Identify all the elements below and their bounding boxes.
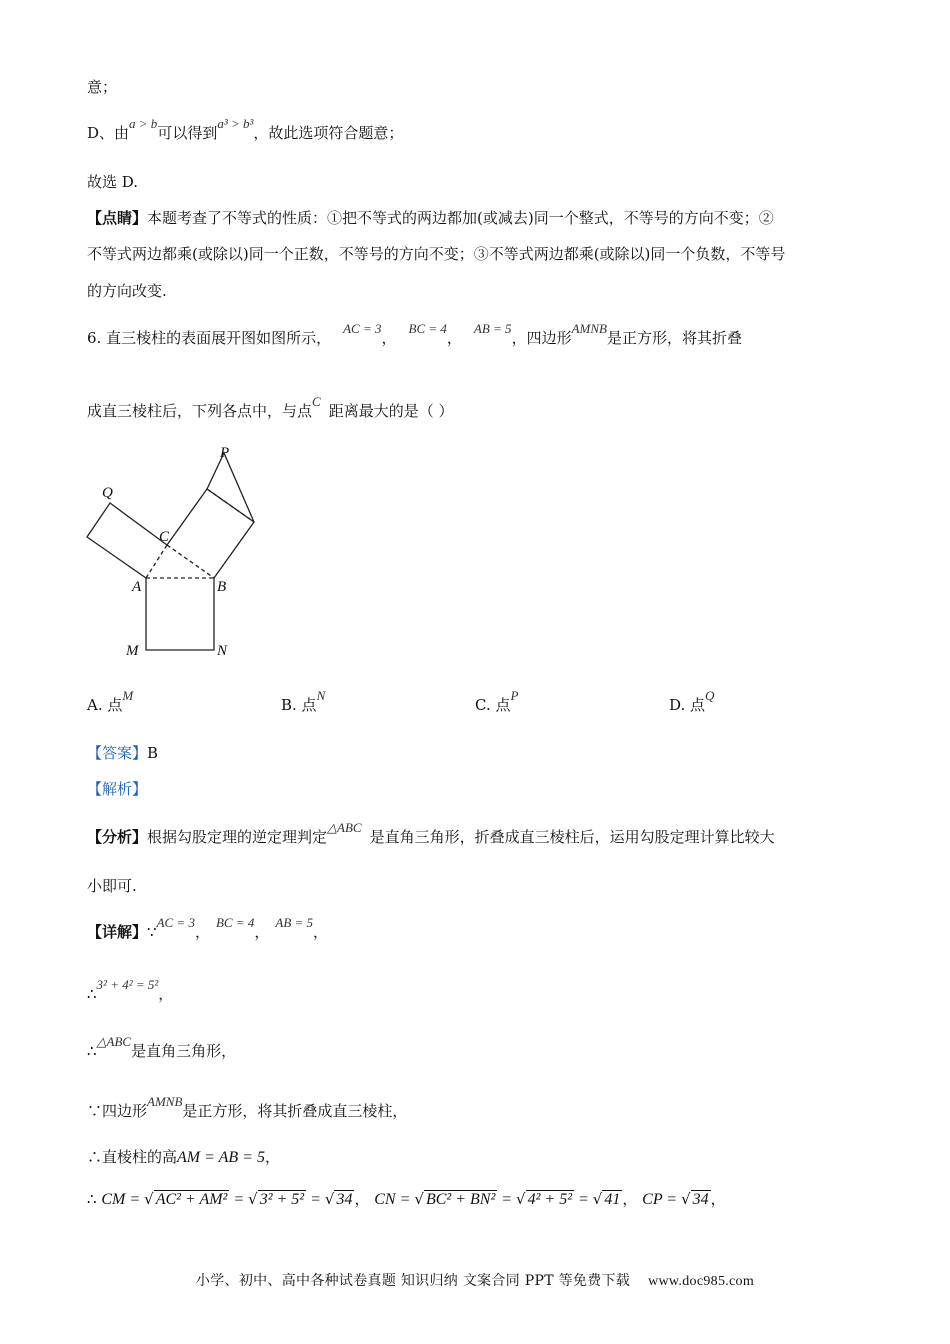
label-a: A — [132, 579, 142, 595]
detail-line: ∴3² + 4² = 5²， — [87, 977, 174, 1003]
right-face — [167, 489, 254, 578]
answer-tag: 【答案】 — [87, 744, 148, 762]
dashed-edge-ac — [146, 545, 167, 578]
square-edge — [146, 578, 214, 650]
question-line: 成直三棱柱后，下列各点中，与点C距离最大的是（ ） — [87, 394, 454, 420]
option-b[interactable]: B. 点N — [281, 688, 326, 714]
text-line: D、由a > b可以得到a³ > b³，故此选项符合题意； — [87, 116, 404, 142]
label-b: B — [217, 579, 227, 595]
page-footer: 小学、初中、高中各种试卷真题 知识归纳 文案合同 PPT 等免费下载 www.doc985.com — [195, 1273, 755, 1289]
text-line: 意； — [87, 78, 118, 96]
label-n: N — [217, 643, 228, 659]
answer-line: 【答案】B — [87, 744, 159, 762]
text-line: 不等式两边都乘(或除以)同一个正数，不等号的方向不变；③不等式两边都乘(或除以)同一个负数，不等号 — [87, 245, 786, 263]
left-face — [87, 503, 167, 578]
detail-line: ∴直棱柱的高AM = AB = 5， — [87, 1148, 280, 1166]
tag-dianjing: 【点睛】 — [87, 209, 148, 227]
prism-net-figure — [80, 440, 280, 665]
dashed-edge-cb — [167, 545, 214, 578]
analysis-line: 小即可. — [87, 877, 137, 895]
text-line: 故选 D. — [87, 173, 139, 191]
label-c: C — [159, 529, 170, 545]
detail-line: 【详解】∵AC = 3，BC = 4，AB = 5， — [87, 915, 329, 941]
label-p: P — [220, 445, 230, 461]
option-a[interactable]: A. 点M — [87, 688, 134, 714]
math-inline: a > b — [129, 116, 158, 131]
question-line: 6. 直三棱柱的表面展开图如图所示，AC = 3，BC = 4，AB = 5，四边形AMNB是正方形，将其折叠 — [87, 321, 742, 347]
analysis-tag: 【解析】 — [87, 780, 148, 798]
text-line: 【点睛】本题考查了不等式的性质：①把不等式的两边都加(或减去)同一个整式，不等号的方向不变；② — [87, 209, 774, 227]
analysis-line: 【分析】根据勾股定理的逆定理判定△ABC是直角三角形，折叠成直三棱柱后，运用勾股定理计算比较大 — [87, 820, 775, 846]
detail-line: ∴ CM = √ AC² + AM² = √ 3² + 5² = √ 34 ， CN = √ BC² + BN² = √ 4² + 5² = √ 41 ， CP = √ 34 ， — [87, 1190, 726, 1208]
detail-line: ∵四边形AMNB是正方形，将其折叠成直三棱柱， — [87, 1094, 408, 1120]
label-m: M — [126, 643, 139, 659]
footer-link[interactable]: www.doc985.com — [648, 1274, 755, 1289]
detail-line: ∴△ABC是直角三角形， — [87, 1034, 237, 1060]
option-c[interactable]: C. 点P — [475, 688, 519, 714]
text-line: 的方向改变. — [87, 282, 167, 300]
math-inline: a³ > b³ — [217, 116, 254, 131]
option-d[interactable]: D. 点Q — [669, 688, 715, 714]
top-triangle — [207, 453, 254, 522]
label-q: Q — [102, 485, 113, 501]
